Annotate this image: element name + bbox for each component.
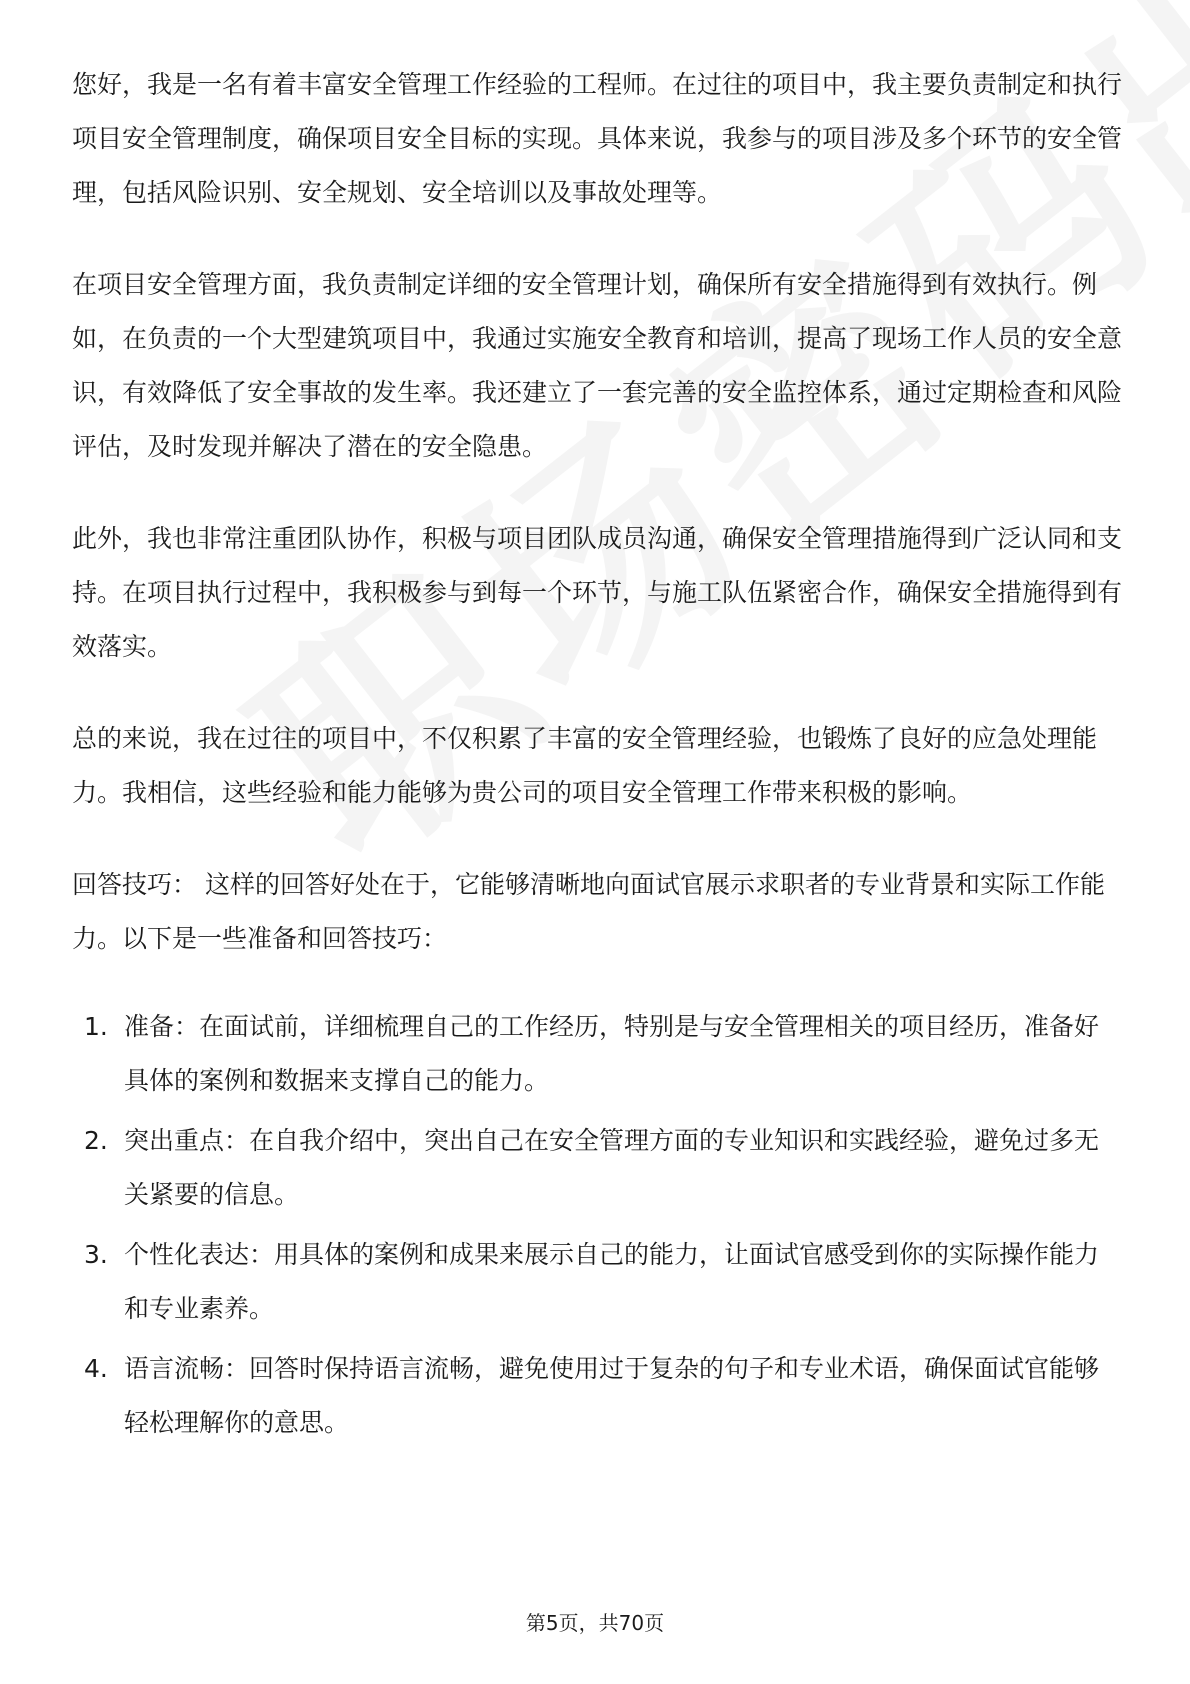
- document-body: [72, 58, 1122, 1456]
- paragraph-teamwork: 此外，我也非常注重团队协作，积极与项目团队成员沟通，确保安全管理措施得到广泛认同和支持。在项目执行过程中，我积极参与到每一个环节，与施工队伍紧密合作，确保安全措施得到有效落实。: [72, 524, 1123, 661]
- list-item-text: 语言流畅：回答时保持语言流畅，避免使用过于复杂的句子和专业术语，确保面试官能够轻松理解你的意思。: [124, 1354, 1100, 1437]
- list-item: [72, 1000, 1122, 1108]
- list-item: [72, 1114, 1122, 1222]
- tips-list: [72, 1000, 1122, 1450]
- paragraph-safety-management: 在项目安全管理方面，我负责制定详细的安全管理计划，确保所有安全措施得到有效执行。例如，在负责的一个大型建筑项目中，我通过实施安全教育和培训，提高了现场工作人员的安全意识，有效降低了安全事故的发生率。我还建立了一套完善的安全监控体系，通过定期检查和风险评估，及时发现并解决了潜在的安全隐患。: [72, 270, 1123, 461]
- list-item-text: 个性化表达：用具体的案例和成果来展示自己的能力，让面试官感受到你的实际操作能力和专业素养。: [124, 1240, 1100, 1323]
- paragraph-answer-tips: 回答技巧： 这样的回答好处在于，它能够清晰地向面试官展示求职者的专业背景和实际工作能力。以下是一些准备和回答技巧：: [72, 870, 1105, 953]
- page-number: 第5页，共70页: [525, 1611, 665, 1635]
- list-item-number: 4.: [84, 1354, 108, 1383]
- list-item: [72, 1228, 1122, 1336]
- list-item-text: 突出重点：在自我介绍中，突出自己在安全管理方面的专业知识和实践经验，避免过多无关紧要的信息。: [124, 1126, 1100, 1209]
- list-item-number: 1.: [84, 1012, 108, 1041]
- list-item-number: 2.: [84, 1126, 108, 1155]
- paragraph-summary: 总的来说，我在过往的项目中，不仅积累了丰富的安全管理经验，也锻炼了良好的应急处理能力。我相信，这些经验和能力能够为贵公司的项目安全管理工作带来积极的影响。: [72, 724, 1098, 807]
- paragraph-intro: 您好，我是一名有着丰富安全管理工作经验的工程师。在过往的项目中，我主要负责制定和执行项目安全管理制度，确保项目安全目标的实现。具体来说，我参与的项目涉及多个环节的安全管理，包括风险识别、安全规划、安全培训以及事故处理等。: [72, 70, 1123, 207]
- list-item-text: 准备：在面试前，详细梳理自己的工作经历，特别是与安全管理相关的项目经历，准备好具体的案例和数据来支撑自己的能力。: [124, 1012, 1100, 1095]
- list-item: [72, 1342, 1122, 1450]
- list-item-number: 3.: [84, 1240, 108, 1269]
